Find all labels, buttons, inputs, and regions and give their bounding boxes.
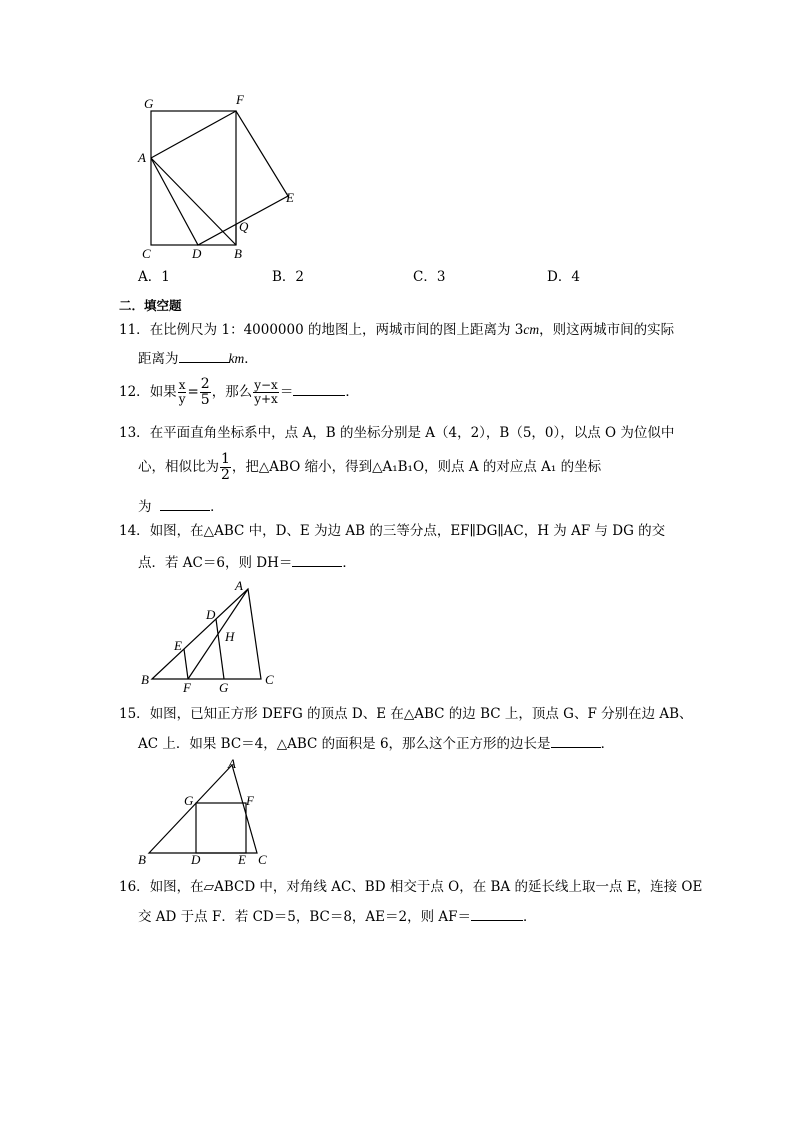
question-11-line1: 11．在比例尺为 1：4000000 的地图上，两城市间的图上距离为 3cm，则这两城市间的实际 xyxy=(119,322,675,338)
label-c: C xyxy=(265,672,274,687)
label-d: D xyxy=(192,246,202,261)
answer-blank[interactable] xyxy=(293,381,345,396)
question-16-line1: 16．如图，在▱ABCD 中，对角线 AC、BD 相交于点 O，在 BA 的延长线上取一点 E，连接 OE xyxy=(119,879,703,895)
square-afed xyxy=(151,111,288,245)
question-14-line2: 点．若 AC＝6，则 DH＝ ． xyxy=(138,552,356,572)
label-e: E xyxy=(238,852,246,867)
option-b[interactable]: B．2 xyxy=(272,269,305,285)
label-q: Q xyxy=(239,219,249,234)
label-a: A xyxy=(138,150,146,165)
figure-q10 xyxy=(130,90,310,265)
option-a[interactable]: A．1 xyxy=(138,269,170,285)
question-13-line2: 心，相似比为 $\frac{1}{2}$ ，把△ABO 缩小，得到△A₁B₁O，则点 A 的对应点 A₁ 的坐标 xyxy=(138,451,602,483)
answer-blank[interactable] xyxy=(160,496,210,511)
label-g: G xyxy=(184,793,194,808)
section-title: 二．填空题 xyxy=(119,298,182,313)
label-f: F xyxy=(246,793,254,808)
label-a: A xyxy=(235,578,243,593)
segment-ef xyxy=(184,649,188,679)
fraction-2-over-5: $\frac{2}{5}$ xyxy=(200,376,210,408)
label-e: E xyxy=(286,190,294,205)
label-d: D xyxy=(206,607,216,622)
answer-blank[interactable] xyxy=(551,733,601,748)
label-g: G xyxy=(144,96,154,111)
question-14-line1: 14．如图，在△ABC 中，D、E 为边 AB 的三等分点，EF∥DG∥AC，H 为 AF 与 DG 的交 xyxy=(119,523,666,539)
answer-blank[interactable] xyxy=(471,906,523,921)
label-f: F xyxy=(183,680,191,695)
question-number: 15． xyxy=(119,706,150,722)
segment-af xyxy=(188,589,248,679)
question-15-line2: AC 上．如果 BC＝4，△ABC 的面积是 6，那么这个正方形的边长是 ． xyxy=(138,733,614,753)
option-d[interactable]: D．4 xyxy=(547,269,580,285)
answer-blank[interactable] xyxy=(292,552,342,567)
triangle-abc xyxy=(149,765,257,853)
square-defg xyxy=(196,803,246,853)
question-13-line3: 为 ． xyxy=(138,496,224,516)
question-number: 13． xyxy=(119,425,150,441)
label-f: F xyxy=(236,92,244,107)
answer-blank[interactable] xyxy=(179,348,229,363)
label-b: B xyxy=(141,672,149,687)
label-c: C xyxy=(142,246,151,261)
triangle-abc xyxy=(152,589,261,679)
figure-q14 xyxy=(135,575,285,695)
fraction-x-over-y: $\frac{x}{y}$ xyxy=(178,378,186,406)
question-12: 12．如果 $\frac{x}{y}$ = $\frac{2}{5}$ ，那么 $\frac{y-x}{y+x}$ ＝ ． xyxy=(119,376,359,408)
label-h: H xyxy=(225,629,235,644)
question-number: 16． xyxy=(119,879,150,895)
segment-dg xyxy=(216,619,224,679)
segment-ab xyxy=(151,158,236,245)
label-c: C xyxy=(258,852,267,867)
question-number: 12． xyxy=(119,384,150,400)
rectangle-gfbc xyxy=(151,111,236,245)
label-b: B xyxy=(234,246,242,261)
option-c[interactable]: C．3 xyxy=(413,269,446,285)
figure-q15 xyxy=(132,755,277,870)
question-15-line1: 15．如图，已知正方形 DEFG 的顶点 D、E 在△ABC 的边 BC 上，顶点 G、F 分别在边 AB、 xyxy=(119,706,693,722)
label-e: E xyxy=(174,638,182,653)
question-number: 11． xyxy=(119,322,150,338)
label-b: B xyxy=(138,852,146,867)
label-a: A xyxy=(228,756,236,771)
question-13-line1: 13．在平面直角坐标系中，点 A，B 的坐标分别是 A（4，2），B（5，0），以点 O 为位似中 xyxy=(119,425,675,441)
question-11-line2: 距离为 km． xyxy=(138,348,258,368)
fraction-expression: $\frac{y-x}{y+x}$ xyxy=(254,378,278,406)
label-d: D xyxy=(191,852,201,867)
question-16-line2: 交 AD 于点 F．若 CD＝5，BC＝8，AE＝2，则 AF＝ ． xyxy=(138,906,537,926)
label-g: G xyxy=(219,680,229,695)
fraction-1-over-2: $\frac{1}{2}$ xyxy=(221,451,230,483)
question-number: 14． xyxy=(119,523,150,539)
